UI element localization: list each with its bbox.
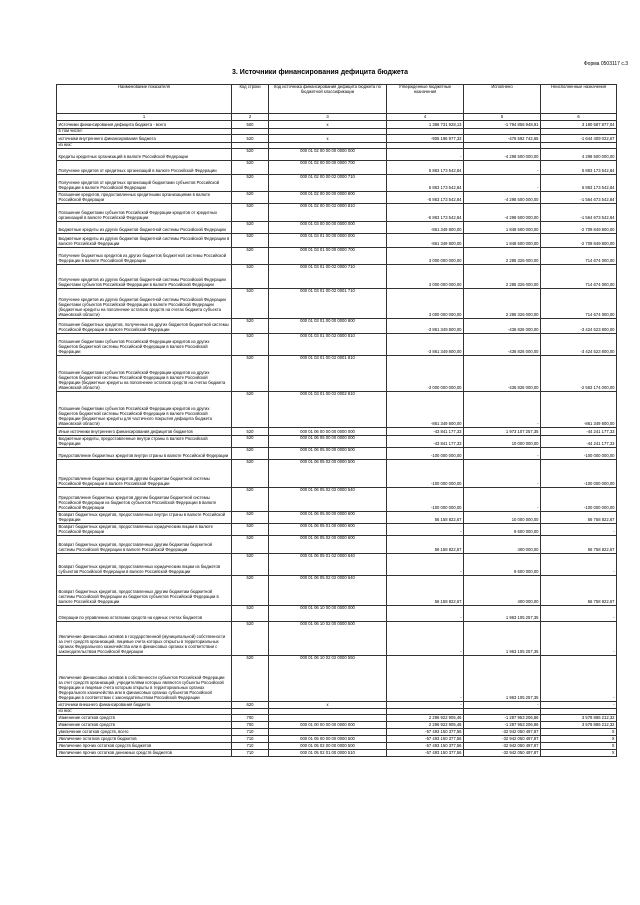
row-approved: - bbox=[387, 554, 464, 576]
row-line-code: 710 bbox=[232, 736, 269, 743]
row-line-code: 520 bbox=[232, 135, 269, 143]
table-row bbox=[57, 265, 617, 289]
row-unexecuted: - bbox=[541, 524, 617, 536]
row-line-code: 520 bbox=[232, 175, 269, 192]
row-line-code: 500 bbox=[232, 121, 269, 129]
row-approved: 1 386 731 928,13 bbox=[387, 121, 464, 129]
row-unexecuted: - bbox=[541, 606, 617, 622]
row-unexecuted: -3 424 523 800,00 bbox=[541, 334, 617, 356]
row-approved: -57 493 150 377,56 bbox=[387, 736, 464, 743]
row-name: Изменение остатков средств bbox=[57, 722, 232, 729]
row-unexecuted: X bbox=[541, 750, 617, 757]
column-number-row bbox=[57, 114, 617, 121]
table-row bbox=[57, 576, 617, 606]
table-row bbox=[57, 356, 617, 392]
row-unexecuted: 714 674 000,00 bbox=[541, 265, 617, 289]
table-row bbox=[57, 702, 617, 709]
row-name: в том числе: bbox=[57, 129, 232, 135]
row-source-code: 000 01 03 00 00 00 0000 000 bbox=[269, 222, 387, 234]
row-unexecuted: 56 758 822,67 bbox=[541, 576, 617, 606]
row-line-code: 520 bbox=[232, 460, 269, 488]
row-executed: 2 285 326 000,00 bbox=[464, 265, 541, 289]
row-source-code: 000 01 06 05 02 02 0000 540 bbox=[269, 488, 387, 512]
row-executed: 400 000,00 bbox=[464, 576, 541, 606]
row-approved: -861 349 800,00 bbox=[387, 222, 464, 234]
row-executed: 400 000,00 bbox=[464, 536, 541, 554]
page-title: 3. Источники финансирования дефицита бюджета bbox=[232, 69, 408, 76]
header-executed: Исполнено bbox=[464, 85, 541, 114]
row-name: Погашение бюджетами субъектов Российской Федерации кредитов от кредитных организаций в валюте Российской Федерации bbox=[57, 204, 232, 222]
table-row bbox=[57, 334, 617, 356]
row-approved: -861 349 800,00 bbox=[387, 392, 464, 428]
row-unexecuted: 5 863 173 542,84 bbox=[541, 161, 617, 175]
row-approved: - bbox=[387, 606, 464, 622]
form-number: Форма 0503117 с.3 bbox=[583, 61, 628, 67]
row-executed: -4 298 500 000,00 bbox=[464, 192, 541, 204]
row-line-code: 520 bbox=[232, 576, 269, 606]
row-approved: -861 349 800,00 bbox=[387, 234, 464, 248]
row-unexecuted: -2 709 849 800,00 bbox=[541, 234, 617, 248]
row-line-code: 700 bbox=[232, 715, 269, 722]
row-source-code: 000 01 06 05 00 00 0000 600 bbox=[269, 512, 387, 524]
row-approved: - bbox=[387, 149, 464, 161]
row-approved: -3 861 349 800,00 bbox=[387, 319, 464, 334]
row-approved: 56 158 822,67 bbox=[387, 512, 464, 524]
row-name: Изменение остатков средств bbox=[57, 715, 232, 722]
row-unexecuted: -100 000 000,00 bbox=[541, 448, 617, 460]
row-name: Кредиты кредитных организаций в валюте Российской Федерации bbox=[57, 149, 232, 161]
row-unexecuted: -1 564 673 542,84 bbox=[541, 204, 617, 222]
header-name: Наименование показателя bbox=[57, 85, 232, 114]
row-source-code: 000 01 06 05 02 02 0000 640 bbox=[269, 576, 387, 606]
row-name: Бюджетные кредиты из других бюджетов бюджетной системы Российской Федерации bbox=[57, 222, 232, 234]
row-approved: 56 158 822,67 bbox=[387, 576, 464, 606]
row-executed: - bbox=[464, 460, 541, 488]
row-approved: - bbox=[387, 702, 464, 709]
row-name: Возврат бюджетных кредитов, предоставленных другим бюджетам бюджетной системы Российской Федерации в валюте Российской Федерации bbox=[57, 536, 232, 554]
table-row bbox=[57, 428, 617, 436]
row-unexecuted: 56 758 822,67 bbox=[541, 512, 617, 524]
row-line-code: 520 bbox=[232, 356, 269, 392]
row-line-code: 520 bbox=[232, 448, 269, 460]
row-approved: 5 863 173 542,84 bbox=[387, 175, 464, 192]
row-name: Получение кредитов от кредитных организаций бюджетами субъектов Российской Федерации в валюте Российской Федерации bbox=[57, 175, 232, 192]
row-name: Возврат бюджетных кредитов, предоставленных юридическим лицам в валюте Российской Федерации bbox=[57, 524, 232, 536]
table-row bbox=[57, 192, 617, 204]
row-name: Погашение кредитов, предоставленных кредитными организациями в валюте Российской Федерации bbox=[57, 192, 232, 204]
row-approved: -3 861 349 800,00 bbox=[387, 334, 464, 356]
row-source-code: x bbox=[269, 135, 387, 143]
row-executed: - bbox=[464, 392, 541, 428]
row-source-code: x bbox=[269, 702, 387, 709]
row-name: Иные источники внутреннего финансирования дефицитов бюджетов bbox=[57, 428, 232, 436]
row-executed: 2 285 326 000,00 bbox=[464, 248, 541, 265]
row-executed: - bbox=[464, 448, 541, 460]
row-line-code: 710 bbox=[232, 729, 269, 736]
row-source-code bbox=[269, 729, 387, 736]
row-approved: -5 863 173 542,84 bbox=[387, 192, 464, 204]
row-name: Погашение бюджетами субъектов Российской Федерации кредитов из других бюджетов бюджетной системы Российской Федерации в валюте Российской Федерации bbox=[57, 334, 232, 356]
row-executed: 1 848 500 000,00 bbox=[464, 234, 541, 248]
table-row bbox=[57, 234, 617, 248]
row-name: Увеличение финансовых активов в государственной (муниципальной) собственности за счет средств организаций, лицевые счета которых открыты в территориальных органах Федерального казначейства или в финансовых органах в соответствии с законодательством Российской Федерации bbox=[57, 622, 232, 656]
row-line-code: 520 bbox=[232, 536, 269, 554]
row-unexecuted: 3 180 587 877,04 bbox=[541, 121, 617, 129]
table-row bbox=[57, 729, 617, 736]
row-unexecuted: - bbox=[541, 702, 617, 709]
row-executed: - bbox=[464, 488, 541, 512]
row-approved: 56 158 822,67 bbox=[387, 536, 464, 554]
row-line-code: 520 bbox=[232, 436, 269, 448]
table-row bbox=[57, 736, 617, 743]
table-row bbox=[57, 656, 617, 702]
row-line-code: 520 bbox=[232, 161, 269, 175]
row-unexecuted: 5 863 173 542,84 bbox=[541, 175, 617, 192]
col-num: 3 bbox=[269, 114, 387, 121]
row-source-code: 000 01 06 05 01 00 0000 600 bbox=[269, 524, 387, 536]
row-unexecuted: -100 000 000,00 bbox=[541, 488, 617, 512]
row-line-code: 520 bbox=[232, 265, 269, 289]
row-name: источники внешнего финансирования бюджета bbox=[57, 702, 232, 709]
row-source-code: 000 01 03 01 00 00 0000 700 bbox=[269, 248, 387, 265]
table-row bbox=[57, 436, 617, 448]
financing-sources-table bbox=[56, 84, 617, 757]
row-approved: - bbox=[387, 656, 464, 702]
row-approved: - bbox=[387, 524, 464, 536]
row-name: Погашение бюджетами субъектов Российской Федерации кредитов из других бюджетов бюджетной системы Российской Федерации в валюте Российской Федерации (бюджетные кредиты на пополнение остатков средств на счетах бюджета Ивановской области) bbox=[57, 356, 232, 392]
header-approved: Утвержденные бюджетные назначения bbox=[387, 85, 464, 114]
row-name: Получение кредитов из других бюджетов бюджетной системы Российской Федерации бюджетами субъектов Российской Федерации в валюте Российской Федерации bbox=[57, 265, 232, 289]
row-source-code: 000 01 05 00 00 00 0000 500 bbox=[269, 736, 387, 743]
row-name: из них: bbox=[57, 143, 232, 149]
table-row bbox=[57, 750, 617, 757]
row-executed: 1 963 105 257,35 bbox=[464, 606, 541, 622]
row-unexecuted: - bbox=[541, 622, 617, 656]
row-name: Возврат бюджетных кредитов, предоставленных другим бюджетам бюджетной системы Российской Федерации из бюджетов субъектов Российской Федерации в валюте Российской Федерации bbox=[57, 576, 232, 606]
row-name: Увеличение прочих остатков средств бюджетов bbox=[57, 743, 232, 750]
row-approved: -57 493 150 377,56 bbox=[387, 743, 464, 750]
row-approved: 3 000 000 000,00 bbox=[387, 248, 464, 265]
row-unexecuted: -1 564 673 542,84 bbox=[541, 192, 617, 204]
row-executed: -4 298 500 000,00 bbox=[464, 204, 541, 222]
row-executed: 1 963 105 257,35 bbox=[464, 622, 541, 656]
row-unexecuted: -44 241 177,33 bbox=[541, 436, 617, 448]
row-line-code: 520 bbox=[232, 149, 269, 161]
row-name: Возврат бюджетных кредитов, предоставленных внутри страны в валюте Российской Федерации bbox=[57, 512, 232, 524]
row-unexecuted: 3 578 886 212,32 bbox=[541, 722, 617, 729]
row-source-code: 000 01 02 00 00 02 0000 810 bbox=[269, 204, 387, 222]
row-source-code: 000 01 05 02 00 00 0000 500 bbox=[269, 743, 387, 750]
row-line-code: 520 bbox=[232, 554, 269, 576]
row-name: Предоставление бюджетных кредитов внутри страны в валюте Российской Федерации bbox=[57, 448, 232, 460]
table-row bbox=[57, 175, 617, 192]
row-approved: -100 000 000,00 bbox=[387, 460, 464, 488]
col-num: 5 bbox=[464, 114, 541, 121]
row-source-code: 000 01 06 10 02 02 0000 550 bbox=[269, 656, 387, 702]
row-line-code: 520 bbox=[232, 622, 269, 656]
row-approved: -905 196 977,33 bbox=[387, 135, 464, 143]
row-name: Бюджетные кредиты, предоставленные внутри страны в валюте Российской Федерации bbox=[57, 436, 232, 448]
row-name: Бюджетные кредиты из других бюджетов бюджетной системы Российской Федерации в валюте Российской Федерации bbox=[57, 234, 232, 248]
header-unexecuted: Неисполненные назначения bbox=[541, 85, 617, 114]
table-row bbox=[57, 204, 617, 222]
row-approved: 3 000 000 000,00 bbox=[387, 289, 464, 319]
row-approved: - bbox=[387, 622, 464, 656]
row-executed: -436 826 000,00 bbox=[464, 356, 541, 392]
row-approved: -43 841 177,33 bbox=[387, 428, 464, 436]
row-line-code: 520 bbox=[232, 289, 269, 319]
table-row bbox=[57, 512, 617, 524]
row-executed: -1 287 953 206,86 bbox=[464, 715, 541, 722]
row-name: Увеличение остатков средств бюджетов bbox=[57, 736, 232, 743]
row-name: увеличение остатков средств, всего bbox=[57, 729, 232, 736]
row-line-code: 520 bbox=[232, 488, 269, 512]
row-unexecuted: -861 349 800,00 bbox=[541, 392, 617, 428]
table-header-row bbox=[57, 85, 617, 114]
row-approved: 2 296 922 905,46 bbox=[387, 715, 464, 722]
row-executed: -32 942 050 497,87 bbox=[464, 729, 541, 736]
row-approved: 5 863 173 542,84 bbox=[387, 161, 464, 175]
row-line-code: 710 bbox=[232, 750, 269, 757]
row-executed: -32 942 050 497,87 bbox=[464, 750, 541, 757]
row-line-code: 520 bbox=[232, 524, 269, 536]
row-executed: 10 000 000,00 bbox=[464, 512, 541, 524]
row-executed: -1 794 856 948,91 bbox=[464, 121, 541, 129]
row-executed: -32 942 050 497,87 bbox=[464, 736, 541, 743]
row-unexecuted: 56 758 822,67 bbox=[541, 536, 617, 554]
row-executed: -476 592 742,65 bbox=[464, 135, 541, 143]
row-source-code: 000 01 06 05 01 02 0000 640 bbox=[269, 554, 387, 576]
row-line-code: 520 bbox=[232, 334, 269, 356]
row-unexecuted: 3 578 886 212,32 bbox=[541, 715, 617, 722]
header-source-code: Код источника финансирования дефицита бюджета по бюджетной классификации bbox=[269, 85, 387, 114]
row-approved: 3 000 000 000,00 bbox=[387, 265, 464, 289]
table-row bbox=[57, 622, 617, 656]
table-row bbox=[57, 488, 617, 512]
row-approved: -100 000 000,00 bbox=[387, 488, 464, 512]
row-executed: 1 963 105 257,35 bbox=[464, 656, 541, 702]
row-source-code: 000 01 03 01 00 00 0000 000 bbox=[269, 234, 387, 248]
row-approved: -100 000 000,00 bbox=[387, 448, 464, 460]
row-approved: 2 296 922 905,46 bbox=[387, 722, 464, 729]
row-source-code: 000 01 02 00 00 00 0000 700 bbox=[269, 161, 387, 175]
table-row bbox=[57, 135, 617, 143]
row-name: Предоставление бюджетных кредитов другим бюджетам бюджетной системы Российской Федерации в валюте Российской Федерации bbox=[57, 460, 232, 488]
row-line-code: 520 bbox=[232, 606, 269, 622]
table-row bbox=[57, 222, 617, 234]
row-executed: 2 285 326 000,00 bbox=[464, 289, 541, 319]
table-row bbox=[57, 161, 617, 175]
row-line-code: 520 bbox=[232, 428, 269, 436]
row-line-code: 700 bbox=[232, 722, 269, 729]
row-name: Получение кредитов от кредитных организаций в валюте Российской Федерации bbox=[57, 161, 232, 175]
row-source-code: 000 01 03 01 00 02 0000 810 bbox=[269, 334, 387, 356]
row-source-code: 000 01 02 00 00 00 0000 800 bbox=[269, 192, 387, 204]
row-executed: 1 848 500 000,00 bbox=[464, 222, 541, 234]
table-row bbox=[57, 448, 617, 460]
row-executed: -436 826 000,00 bbox=[464, 319, 541, 334]
row-unexecuted: -3 424 523 800,00 bbox=[541, 319, 617, 334]
row-source-code bbox=[269, 715, 387, 722]
table-row bbox=[57, 319, 617, 334]
row-name: Операции по управлению остатками средств на единых счетах бюджетов bbox=[57, 606, 232, 622]
row-line-code: 520 bbox=[232, 656, 269, 702]
row-source-code: x bbox=[269, 121, 387, 129]
row-unexecuted: -2 563 174 000,00 bbox=[541, 356, 617, 392]
table-row bbox=[57, 524, 617, 536]
row-unexecuted: X bbox=[541, 729, 617, 736]
table-row bbox=[57, 554, 617, 576]
row-unexecuted: X bbox=[541, 743, 617, 750]
row-unexecuted: - bbox=[541, 554, 617, 576]
row-name: из них: bbox=[57, 709, 232, 715]
row-source-code: 000 01 05 02 01 00 0000 510 bbox=[269, 750, 387, 757]
table-row bbox=[57, 722, 617, 729]
row-executed: 9 600 000,00 bbox=[464, 524, 541, 536]
row-unexecuted: -1 644 409 022,67 bbox=[541, 135, 617, 143]
row-executed: 9 600 000,00 bbox=[464, 554, 541, 576]
row-unexecuted: -44 241 177,33 bbox=[541, 428, 617, 436]
row-approved: -43 841 177,33 bbox=[387, 436, 464, 448]
row-name: Погашение бюджетами субъектов Российской Федерации кредитов из других бюджетов бюджетной системы Российской Федерации в валюте Российской Федерации (бюджетные кредиты для частичного покрытия дефицита бюджета Ивановской области) bbox=[57, 392, 232, 428]
table-row bbox=[57, 392, 617, 428]
header-line-code: Код строки bbox=[232, 85, 269, 114]
row-unexecuted: - bbox=[541, 656, 617, 702]
table-row bbox=[57, 121, 617, 129]
table-row bbox=[57, 606, 617, 622]
row-name: Увеличение прочих остатков денежных средств бюджетов bbox=[57, 750, 232, 757]
table-row bbox=[57, 149, 617, 161]
col-num: 4 bbox=[387, 114, 464, 121]
row-source-code: 000 01 06 05 00 00 0000 000 bbox=[269, 436, 387, 448]
row-name: Увеличение финансовых активов в собственности субъектов Российской Федерации за счет средств организаций, учредителями которых являются субъекты Российской Федерации и лицевые счета которым открыты в территориальных органах Федерального казначейства или в финансовых органах субъектов Российской Федерации в соответствии с законодательством Российской Федерации bbox=[57, 656, 232, 702]
row-source-code: 000 01 06 10 00 00 0000 000 bbox=[269, 606, 387, 622]
col-num: 6 bbox=[541, 114, 617, 121]
row-executed: - bbox=[464, 175, 541, 192]
row-source-code: 000 01 06 00 00 00 0000 000 bbox=[269, 428, 387, 436]
row-name: Предоставление бюджетных кредитов другим бюджетам бюджетной системы Российской Федерации из бюджетов субъектов Российской Федерации в валюте Российской Федерации bbox=[57, 488, 232, 512]
table-row bbox=[57, 289, 617, 319]
row-executed: - bbox=[464, 161, 541, 175]
row-line-code: 520 bbox=[232, 319, 269, 334]
row-name: Получение бюджетных кредитов из других бюджетов бюджетной системы Российской Федерации в валюте Российской Федерации bbox=[57, 248, 232, 265]
row-unexecuted: X bbox=[541, 736, 617, 743]
row-unexecuted: -100 000 000,00 bbox=[541, 460, 617, 488]
row-source-code: 000 01 06 05 02 00 0000 500 bbox=[269, 460, 387, 488]
row-line-code: 710 bbox=[232, 743, 269, 750]
row-executed: 10 000 000,00 bbox=[464, 436, 541, 448]
row-line-code: 520 bbox=[232, 234, 269, 248]
row-line-code: 520 bbox=[232, 392, 269, 428]
row-line-code: 520 bbox=[232, 248, 269, 265]
row-approved: -57 493 150 377,56 bbox=[387, 729, 464, 736]
row-executed: -436 826 000,00 bbox=[464, 334, 541, 356]
row-approved: -3 000 000 000,00 bbox=[387, 356, 464, 392]
table-row bbox=[57, 536, 617, 554]
col-num: 1 bbox=[57, 114, 232, 121]
row-source-code: 000 01 06 05 02 00 0000 600 bbox=[269, 536, 387, 554]
row-unexecuted: 714 674 000,00 bbox=[541, 248, 617, 265]
row-source-code: 000 01 03 01 00 02 0001 810 bbox=[269, 356, 387, 392]
row-source-code: 000 01 02 00 00 00 0000 000 bbox=[269, 149, 387, 161]
table-row bbox=[57, 248, 617, 265]
row-line-code: 520 bbox=[232, 222, 269, 234]
row-name: Источники финансирования дефицита бюджета - всего bbox=[57, 121, 232, 129]
row-source-code: 000 01 03 01 00 00 0000 800 bbox=[269, 319, 387, 334]
row-unexecuted: -2 709 849 800,00 bbox=[541, 222, 617, 234]
row-source-code: 000 01 02 00 00 02 0000 710 bbox=[269, 175, 387, 192]
table-row bbox=[57, 743, 617, 750]
row-unexecuted: 714 674 000,00 bbox=[541, 289, 617, 319]
row-source-code: 000 01 03 01 00 02 0002 810 bbox=[269, 392, 387, 428]
row-executed: -1 287 953 206,86 bbox=[464, 722, 541, 729]
row-line-code: 620 bbox=[232, 702, 269, 709]
row-executed: -32 942 050 497,87 bbox=[464, 743, 541, 750]
row-source-code: 000 01 03 01 00 02 0001 710 bbox=[269, 289, 387, 319]
row-name: Получение кредитов из других бюджетов бюджетной системы Российской Федерации бюджетами субъектов Российской Федерации в валюте Российской Федерации (бюджетные кредиты на пополнение остатков средств на счетах бюджета субъекта Ивановской области) bbox=[57, 289, 232, 319]
table-row bbox=[57, 715, 617, 722]
row-source-code: 000 01 06 10 02 00 0000 500 bbox=[269, 622, 387, 656]
row-source-code: 000 01 03 01 00 02 0000 710 bbox=[269, 265, 387, 289]
row-name: Погашение бюджетных кредитов, полученных из других бюджетов бюджетной системы Российской Федерации в валюте Российской Федерации bbox=[57, 319, 232, 334]
row-executed: 1 973 107 257,35 bbox=[464, 428, 541, 436]
row-approved: -57 493 150 377,56 bbox=[387, 750, 464, 757]
row-source-code: 000 01 00 00 00 00 0000 000 bbox=[269, 722, 387, 729]
row-name: Возврат бюджетных кредитов, предоставленных юридическим лицам из бюджетов субъектов Российской Федерации в валюте Российской Федерации bbox=[57, 554, 232, 576]
table-row bbox=[57, 460, 617, 488]
row-executed: - bbox=[464, 702, 541, 709]
col-num: 2 bbox=[232, 114, 269, 121]
row-name: источники внутреннего финансирования бюджета bbox=[57, 135, 232, 143]
row-line-code: 520 bbox=[232, 512, 269, 524]
row-line-code: 520 bbox=[232, 192, 269, 204]
row-executed: -4 298 500 000,00 bbox=[464, 149, 541, 161]
row-unexecuted: 4 298 500 000,00 bbox=[541, 149, 617, 161]
row-source-code: 000 01 06 05 00 00 0000 500 bbox=[269, 448, 387, 460]
row-line-code: 520 bbox=[232, 204, 269, 222]
row-approved: -5 863 173 542,84 bbox=[387, 204, 464, 222]
